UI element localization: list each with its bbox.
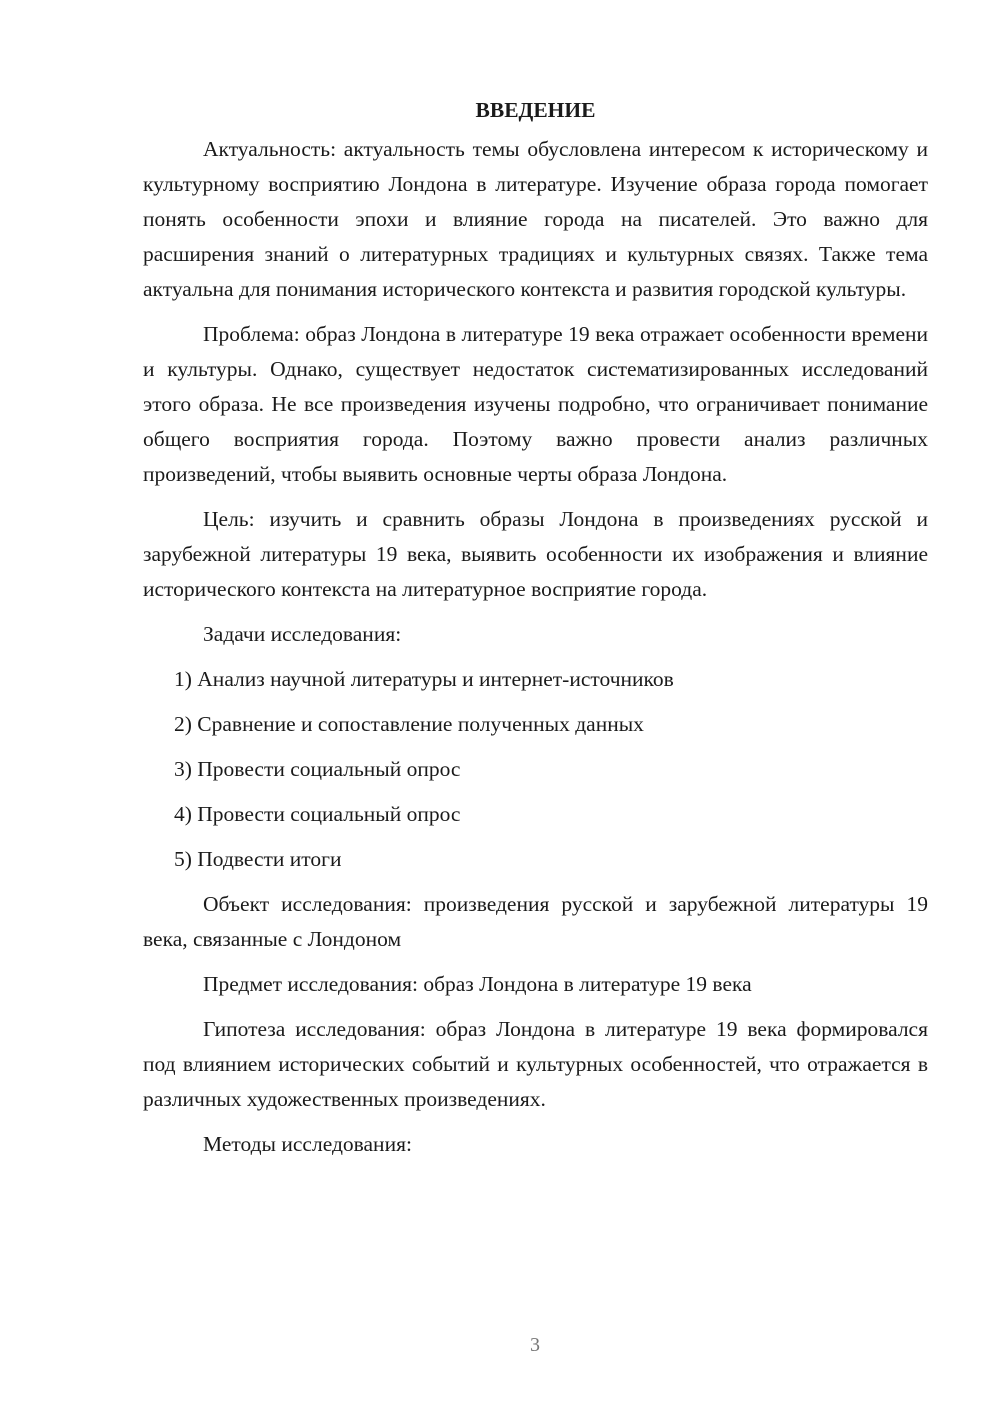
object-paragraph: Объект исследования: произведения русской и зарубежной литературы 19 века, связанные с Лондоном — [143, 892, 928, 951]
problem-paragraph: Проблема: образ Лондона в литературе 19 века отражает особенности времени и культуры. Однако, существует недостаток систематизированных исследований этого образа. Не все произведения изучены подробно, что ограничивает понимание общего восприятия города. Поэтому важно провести анализ различных произведений, чтобы выявить основные черты образа Лондона. — [143, 322, 928, 486]
tasks-list — [143, 662, 928, 877]
subject-paragraph: Предмет исследования: образ Лондона в литературе 19 века — [203, 972, 752, 996]
list-item: 1) Анализ научной литературы и интернет-источников — [174, 667, 674, 691]
list-item: 2) Сравнение и сопоставление полученных данных — [174, 712, 644, 736]
document-page — [143, 92, 928, 1172]
list-item: 3) Провести социальный опрос — [174, 757, 461, 781]
goal-paragraph: Цель: изучить и сравнить образы Лондона в произведениях русской и зарубежной литературы 19 века, выявить особенности их изображения и влияние исторического контекста на литературное восприятие города. — [143, 507, 928, 601]
list-item: 4) Провести социальный опрос — [174, 802, 461, 826]
section-title: ВВЕДЕНИЕ — [475, 98, 596, 122]
methods-heading: Методы исследования: — [203, 1132, 412, 1156]
page-number: 3 — [530, 1334, 540, 1356]
hypothesis-paragraph: Гипотеза исследования: образ Лондона в литературе 19 века формировался под влиянием исторических событий и культурных особенностей, что отражается в различных художественных произведениях. — [143, 1017, 928, 1111]
list-item: 5) Подвести итоги — [174, 847, 342, 871]
relevance-paragraph: Актуальность: актуальность темы обусловлена интересом к историческому и культурному восприятию Лондона в литературе. Изучение образа города помогает понять особенности эпохи и влияние города на писателей. Это важно для расширения знаний о литературных традициях и культурных связях. Также тема актуальна для понимания исторического контекста и развития городской культуры. — [143, 137, 928, 301]
tasks-heading: Задачи исследования: — [203, 622, 402, 646]
